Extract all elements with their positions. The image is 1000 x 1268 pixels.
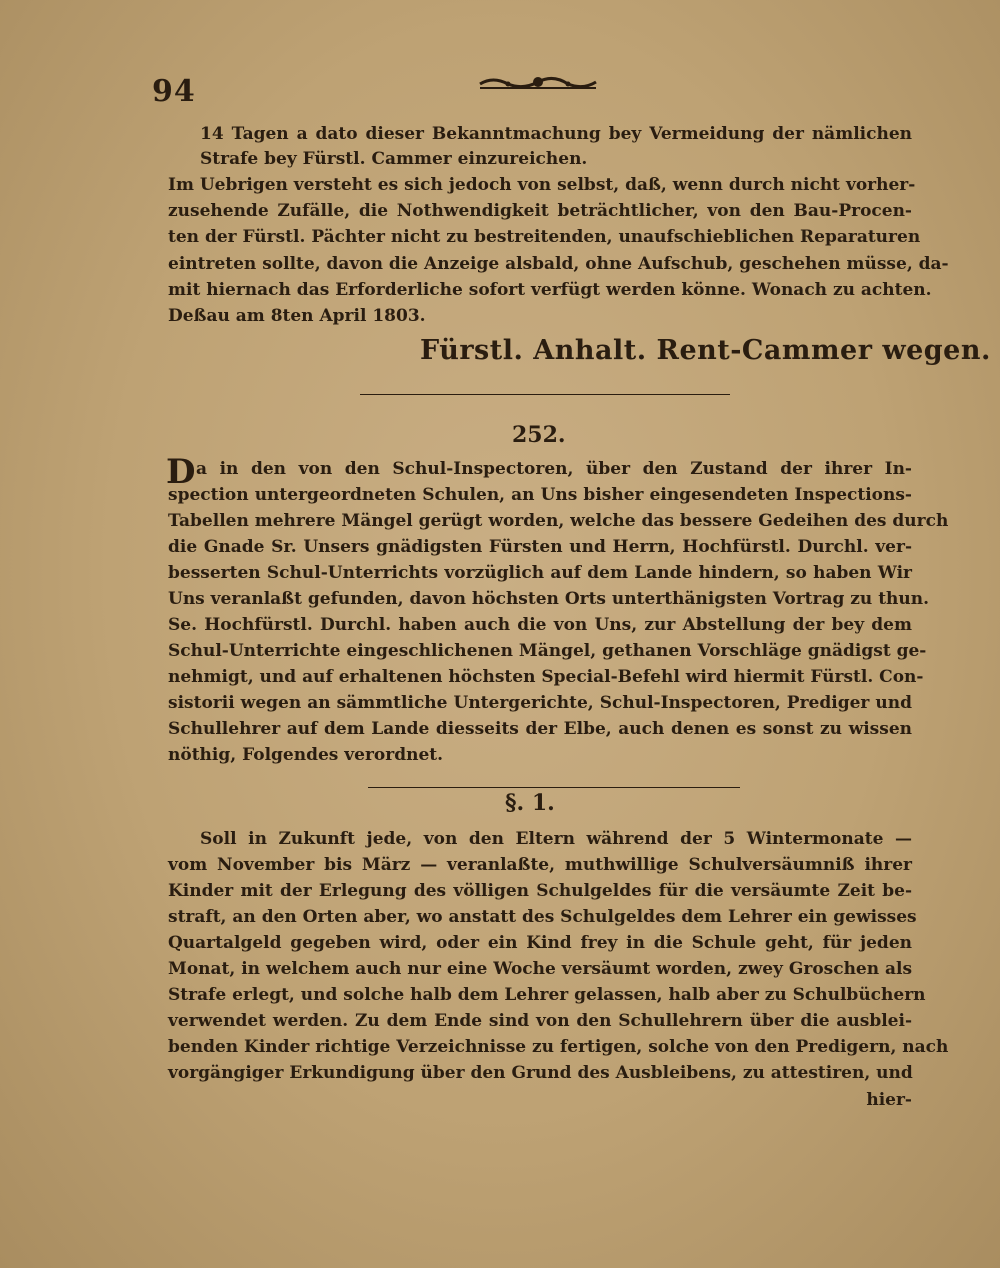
text-line: a in den von den Schul-Inspectoren, über den Zustand der ihrer In-	[196, 459, 912, 479]
text-line: Tabellen mehrere Mängel gerügt worden, welche das bessere Gedeihen des durch	[168, 511, 949, 531]
text-line: vom November bis März — veranlaßte, muthwillige Schulversäumniß ihrer	[168, 855, 912, 875]
text-line: Soll in Zukunft jede, von den Eltern während der 5 Wintermonate —	[200, 829, 912, 849]
text-line: ten der Fürstl. Pächter nicht zu bestreitenden, unaufschieblichen Reparaturen	[168, 227, 921, 247]
text-line: die Gnade Sr. Unsers gnädigsten Fürsten und Herrn, Hochfürstl. Durchl. ver-	[168, 537, 912, 557]
text-line: nehmigt, und auf erhaltenen höchsten Special-Befehl wird hiermit Fürstl. Con-	[168, 667, 924, 687]
text-line: spection untergeordneten Schulen, an Uns bisher eingesendeten Inspections-	[168, 485, 912, 505]
section-divider	[360, 394, 730, 395]
paragraph-divider	[368, 787, 740, 788]
text-line: Kinder mit der Erlegung des völligen Schulgeldes für die versäumte Zeit be-	[168, 881, 912, 901]
text-line: eintreten sollte, davon die Anzeige alsbald, ohne Aufschub, geschehen müsse, da-	[168, 254, 949, 274]
text-line: Strafe bey Fürstl. Cammer einzureichen.	[200, 149, 588, 169]
page-number: 94	[152, 74, 196, 109]
text-line: vorgängiger Erkundigung über den Grund des Ausbleibens, zu attestiren, und	[168, 1063, 913, 1083]
catchword: hier-	[866, 1090, 912, 1110]
text-line: Uns veranlaßt gefunden, davon höchsten Orts unterthänigsten Vortrag zu thun.	[168, 589, 930, 609]
text-line: straft, an den Orten aber, wo anstatt des Schulgeldes dem Lehrer ein gewisses	[168, 907, 917, 927]
text-line: nöthig, Folgendes verordnet.	[168, 745, 444, 765]
text-line: besserten Schul-Unterrichts vorzüglich auf dem Lande hindern, so haben Wir	[168, 563, 912, 583]
text-line: Strafe erlegt, und solche halb dem Lehrer gelassen, halb aber zu Schulbüchern	[168, 985, 926, 1005]
text-line: mit hiernach das Erforderliche sofort verfügt werden könne. Wonach zu achten.	[168, 280, 932, 300]
text-line: sistorii wegen an sämmtliche Untergerichte, Schul-Inspectoren, Prediger und	[168, 693, 912, 713]
section-number: 252.	[512, 422, 566, 448]
ornament-icon	[478, 72, 598, 92]
text-line: Se. Hochfürstl. Durchl. haben auch die von Uns, zur Abstellung der bey dem	[168, 615, 912, 635]
text-line: 14 Tagen a dato dieser Bekanntmachung bey Vermeidung der nämlichen	[200, 124, 912, 144]
text-line: Schullehrer auf dem Lande diesseits der Elbe, auch denen es sonst zu wissen	[168, 719, 912, 739]
text-line: Monat, in welchem auch nur eine Woche versäumt worden, zwey Groschen als	[168, 959, 913, 979]
text-line: Quartalgeld gegeben wird, oder ein Kind frey in die Schule geht, für jeden	[168, 933, 912, 953]
text-line: Im Uebrigen versteht es sich jedoch von selbst, daß, wenn durch nicht vorher-	[168, 175, 916, 195]
signature-line: Fürstl. Anhalt. Rent-Cammer wegen.	[420, 335, 991, 366]
text-line: Schul-Unterrichte eingeschlichenen Mängel, gethanen Vorschläge gnädigst ge-	[168, 641, 927, 661]
text-line: Deßau am 8ten April 1803.	[168, 306, 426, 326]
paragraph-heading: §. 1.	[505, 790, 555, 816]
text-line: benden Kinder richtige Verzeichnisse zu fertigen, solche von den Predigern, nach	[168, 1037, 949, 1057]
text-line: verwendet werden. Zu dem Ende sind von den Schullehrern über die ausblei-	[168, 1011, 912, 1031]
drop-cap: D	[166, 452, 196, 492]
text-line: zusehende Zufälle, die Nothwendigkeit beträchtlicher, von den Bau-Procen-	[168, 201, 912, 221]
